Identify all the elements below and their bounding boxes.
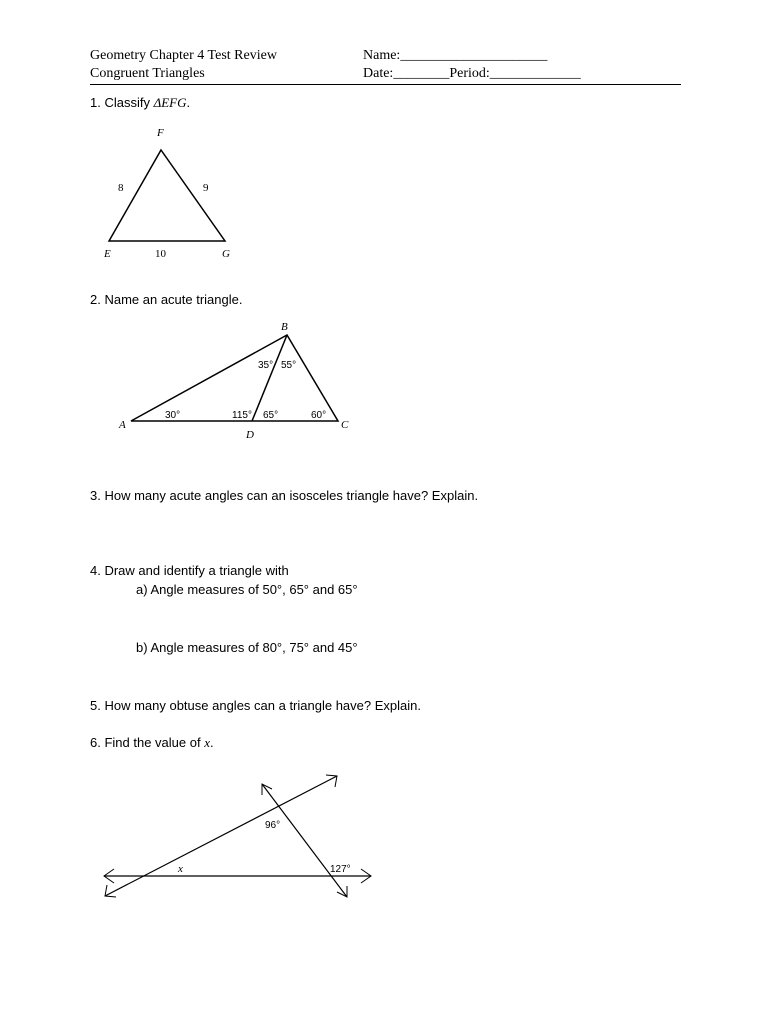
vertex-a-label: A [119,419,126,431]
question-3: 3. How many acute angles can an isosceles triangle have? Explain. [90,488,479,503]
question-5: 5. How many obtuse angles can a triangle have? Explain. [90,698,421,713]
worksheet-subtitle: Congruent Triangles [90,66,205,81]
angle-96-label: 96° [265,820,281,831]
question-6-text: 6. Find the value of [90,735,205,750]
side-fg-label: 9 [203,182,209,194]
question-6-end: . [209,735,214,750]
question-4: 4. Draw and identify a triangle with [90,563,289,578]
question-1-text: 1. Classify [90,95,154,110]
question-4b: b) Angle measures of 80°, 75° and 45° [136,640,358,655]
vertex-c-label: C [341,419,349,431]
angle-x-label: x [178,863,183,875]
angle-c-label: 60° [311,410,327,421]
angle-127-label: 127° [330,864,351,875]
question-4a: a) Angle measures of 50°, 65° and 65° [136,582,358,597]
angle-a-label: 30° [165,410,181,421]
diagonal-line [105,776,337,896]
question-1-end: . [186,95,191,110]
date-period-field: Date:________Period:_____________ [363,66,581,81]
vertex-e-label: E [104,248,111,260]
vertex-d-label: D [246,429,254,441]
angle-dbc-label: 55° [281,360,297,371]
worksheet-title: Geometry Chapter 4 Test Review [90,48,277,63]
question-1-math: ΔEFG [153,95,187,110]
vertex-g-label: G [222,248,230,260]
side-ef-label: 8 [118,182,124,194]
angle-abd-label: 35° [258,360,274,371]
question-2: 2. Name an acute triangle. [90,292,243,307]
vertex-b-label: B [281,321,288,333]
question-6-var: x [204,735,210,750]
vertex-f-label: F [157,127,164,139]
angle-adb-label: 115° [232,410,252,421]
angle-bdc-label: 65° [263,410,279,421]
side-eg-label: 10 [155,248,166,260]
transversal-line [262,784,347,897]
name-field: Name:_____________________ [363,48,548,63]
